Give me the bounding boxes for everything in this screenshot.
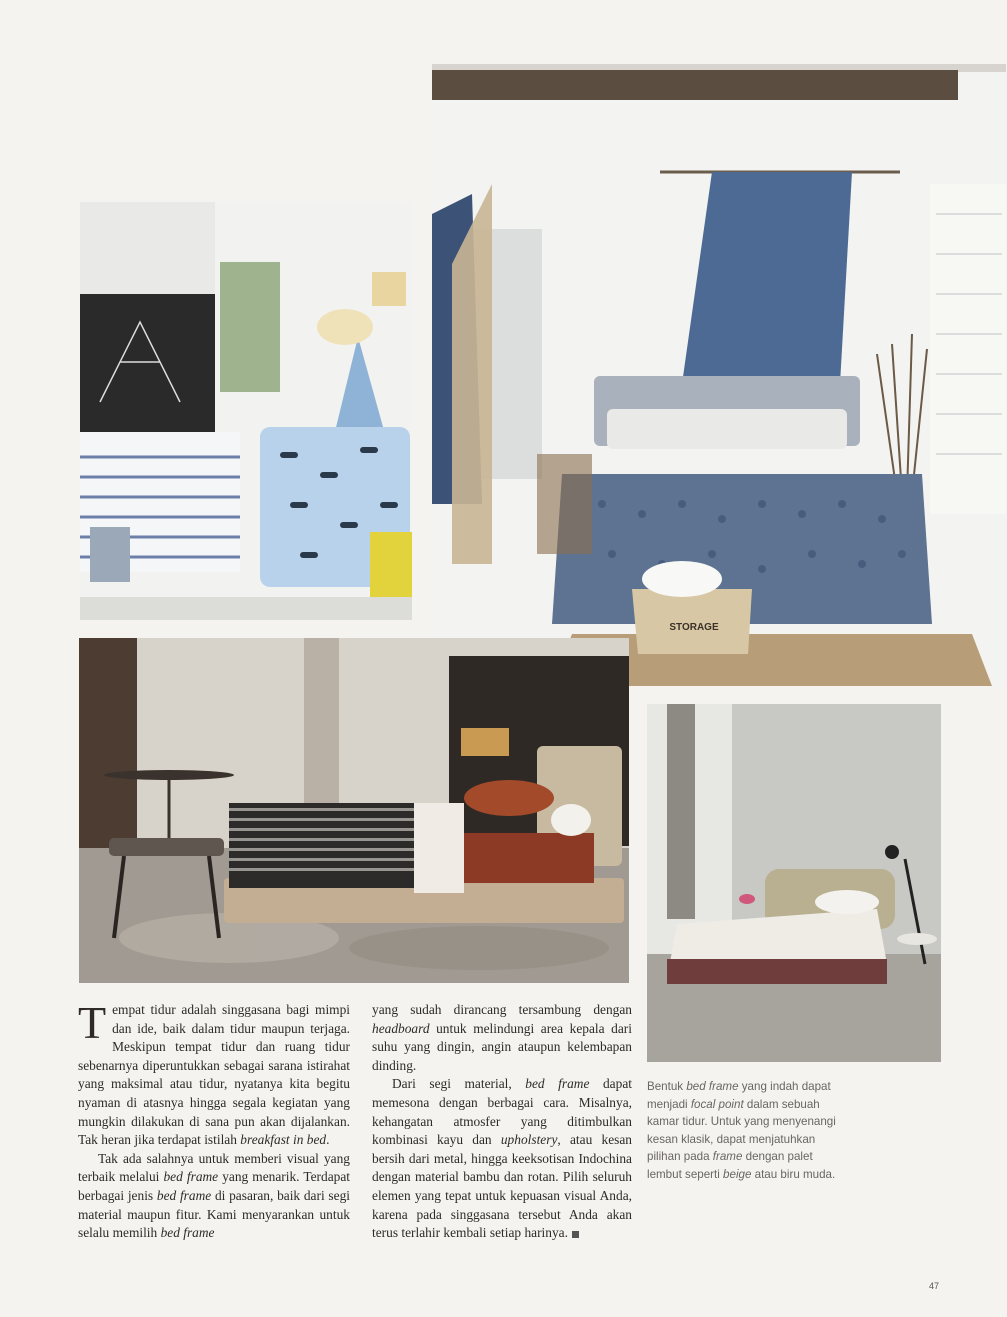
storage-label: STORAGE <box>669 622 719 633</box>
photo-modern-bedroom <box>79 638 629 983</box>
end-mark-icon <box>572 1231 579 1238</box>
photo-blue-bedroom <box>432 64 1006 686</box>
photo-caption: Bentuk bed frame yang indah dapat menjadi focal point dalam sebuah kamar tidur. Untuk yang menyenangi kesan klasik, dapat menjatuhkan pilihan pada frame dengan palet lembut seperti beige atau biru muda. <box>647 1080 836 1181</box>
photo-loft-bedroom <box>647 704 941 1062</box>
page-number: 47 <box>929 1281 940 1291</box>
paragraph-2: Tak ada salahnya untuk memberi visual yang terbaik melalui bed frame yang menarik. Terdapat berbagai jenis bed frame di pasaran, baik dari segi material maupun fitur. Kami menyarankan untuk selalu memilih bed frame <box>78 1150 350 1241</box>
photo-kids-bedroom <box>80 202 412 620</box>
paragraph-4: Dari segi material, bed frame dapat memesona dengan berbagai cara. Misalnya, kehangatan atmosfer yang ditimbulkan kombinasi kayu dan upholstery, atau kesan bersih dari metal, hingga keeksotisan Indochina dengan material bambu dan rotan. Pilih seluruh elemen yang tepat untuk kepuasan visual Anda, karena pada singgasana tersebut Anda akan terus terlahir kembali setiap harinya. <box>372 1076 632 1241</box>
drop-cap: T <box>78 997 107 1048</box>
paragraph-1: Tempat tidur adalah singgasana bagi mimpi dan ide, baik dalam tidur maupun terjaga. Meskipun tempat tidur dan ruang tidur sebenarnya diperuntukkan sebagai sarana istirahat yang maksimal atau tidur, nyatanya kita begitu nyaman di atasnya hingga segala kegiatan yang mungkin dilakukan di sana pun akan dijalankan. Tak heran jika terdapat istilah breakfast in bed. <box>78 997 350 1148</box>
article-column-middle <box>372 1001 632 1243</box>
article-column-left <box>78 997 350 1243</box>
paragraph-3: yang sudah dirancang tersambung dengan headboard untuk melindungi area kepala dari suhu yang dingin, angin ataupun kelembapan dinding. <box>372 1002 632 1073</box>
